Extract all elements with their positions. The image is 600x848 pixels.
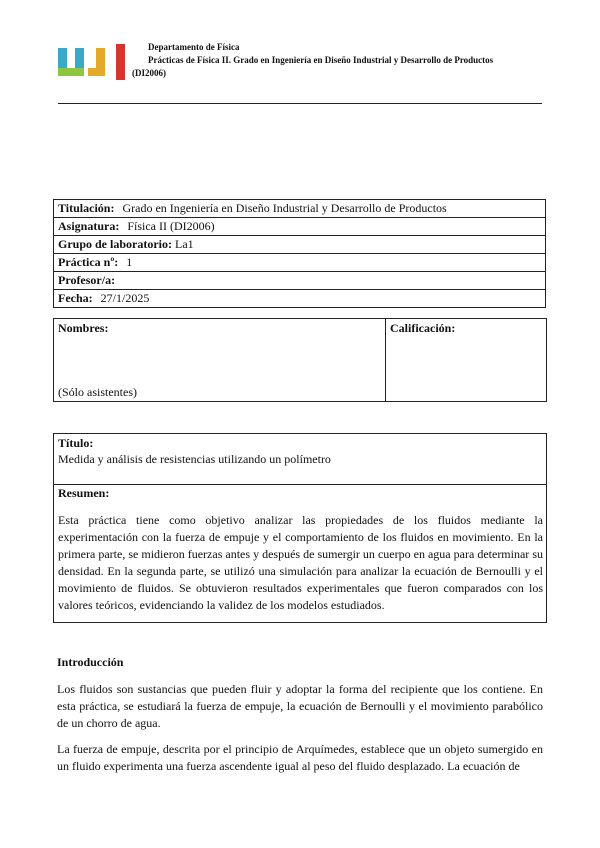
page-header bbox=[132, 41, 494, 80]
value-titulacion: Grado en Ingeniería en Diseño Industrial y Desarrollo de Productos bbox=[122, 201, 447, 215]
summary-label: Resumen: bbox=[58, 486, 110, 500]
label-fecha: Fecha: bbox=[58, 291, 93, 305]
intro-paragraph-1: Los fluidos son sustancias que pueden fluir y adoptar la forma del recipiente que los contiene. En esta práctica, se estudiará la fuerza de empuje, la ecuación de Bernoulli y el movimiento parabólico de un chorro de agua. bbox=[57, 682, 543, 730]
value-practica: 1 bbox=[126, 255, 133, 269]
logo-i-bar bbox=[116, 44, 125, 80]
header-divider bbox=[58, 103, 542, 104]
row-titulacion bbox=[54, 200, 546, 218]
logo-u-left bbox=[58, 48, 67, 70]
value-grupo: La1 bbox=[175, 237, 194, 251]
title-value: Medida y análisis de resistencias utilizando un polímetro bbox=[58, 452, 331, 466]
names-box bbox=[53, 318, 386, 402]
section-heading-introduccion: Introducción bbox=[57, 655, 124, 669]
label-grupo: Grupo de laboratorio: bbox=[58, 237, 172, 251]
grade-box bbox=[385, 318, 547, 402]
department-name: Departamento de Física bbox=[148, 42, 240, 52]
names-note: (Sólo asistentes) bbox=[58, 385, 137, 399]
course-line: Prácticas de Física II. Grado en Ingeniería en Diseño Industrial y Desarrollo de Productos bbox=[148, 55, 494, 65]
intro-paragraph-2: La fuerza de empuje, descrita por el principio de Arquímedes, establece que un objeto sumergido en un fluido experimenta una fuerza ascendente igual al peso del fluido desplazado. La ecuación de bbox=[57, 742, 543, 773]
summary-text: Esta práctica tiene como objetivo analizar las propiedades de los fluidos mediante la experimentación con la fuerza de empuje y el comportamiento de los fluidos en movimiento. En la primera parte, se midieron fuerzas antes y después de sumergir un cuerpo en agua para determinar su densidad. En la segunda parte, se utilizó una simulación para analizar la ecuación de Bernoulli y el movimiento de fluidos. Se obtuvieron resultados experimentales que fueron comparados con los valores teóricos, evidenciando la validez de los modelos estudiados. bbox=[58, 513, 543, 612]
logo-j-stem bbox=[96, 48, 105, 70]
title-label: Título: bbox=[58, 436, 94, 450]
uji-logo bbox=[58, 44, 132, 80]
value-fecha: 27/1/2025 bbox=[100, 291, 150, 305]
label-asignatura: Asignatura: bbox=[58, 219, 120, 233]
value-asignatura: Física II (DI2006) bbox=[127, 219, 215, 233]
logo-u-base bbox=[58, 68, 84, 76]
row-fecha bbox=[54, 290, 546, 308]
box-divider bbox=[54, 484, 546, 485]
label-practica: Práctica nº: bbox=[58, 255, 119, 269]
row-practica bbox=[54, 254, 546, 272]
names-label: Nombres: bbox=[58, 321, 109, 335]
label-profesor: Profesor/a: bbox=[58, 273, 116, 287]
logo-j-hook bbox=[88, 68, 105, 76]
label-titulacion: Titulación: bbox=[58, 201, 115, 215]
title-summary-box bbox=[53, 433, 547, 623]
row-profesor bbox=[54, 272, 546, 290]
logo-u-right bbox=[75, 48, 84, 70]
info-table bbox=[53, 199, 546, 308]
course-code: (DI2006) bbox=[132, 68, 166, 78]
row-grupo bbox=[54, 236, 546, 254]
grade-label: Calificación: bbox=[390, 321, 456, 335]
row-asignatura bbox=[54, 218, 546, 236]
